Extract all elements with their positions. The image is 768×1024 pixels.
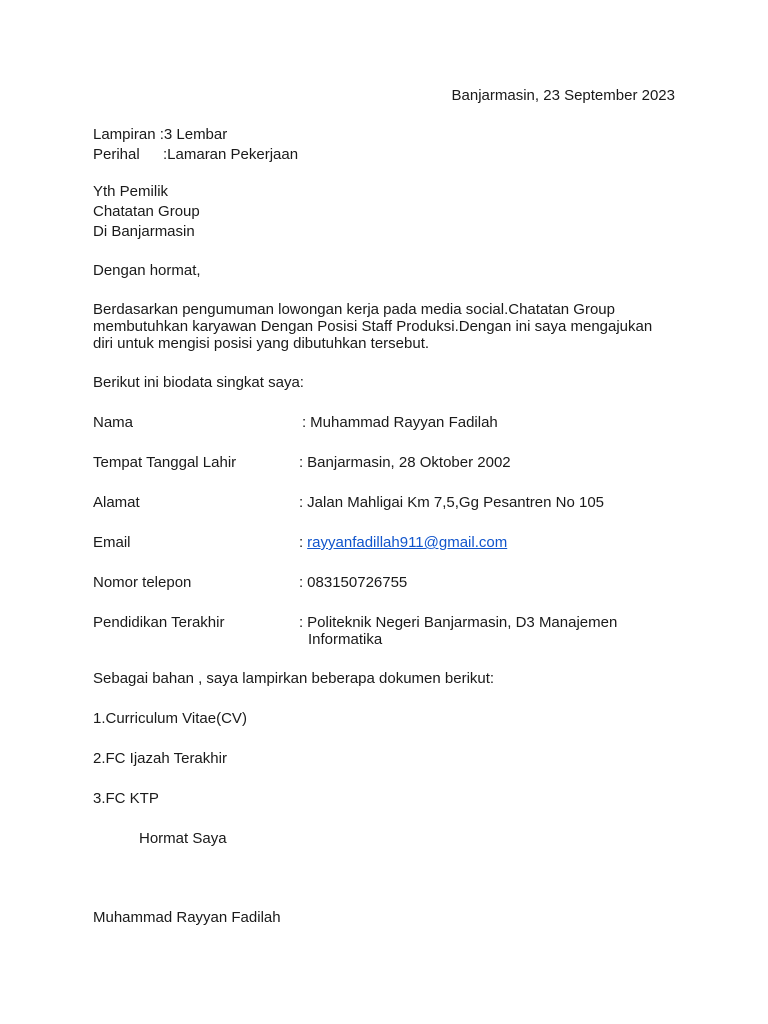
biodata-label: Nomor telepon — [93, 574, 192, 591]
recipient-line: Chatatan Group — [93, 203, 200, 220]
paragraph-line: Berdasarkan pengumuman lowongan kerja pada media social.Chatatan Group — [93, 301, 615, 318]
address-value: Jalan Mahligai Km 7,5,Gg Pesantren No 105 — [307, 494, 605, 511]
biodata-label: Nama — [93, 414, 134, 431]
biodata-value — [299, 534, 659, 551]
colon: : — [299, 614, 304, 631]
biodata-row — [93, 534, 693, 568]
colon: : — [299, 454, 304, 471]
colon: : — [299, 574, 304, 591]
biodata-value — [299, 454, 659, 471]
greeting: Dengan hormat, — [93, 262, 201, 279]
perihal-value: :Lamaran Pekerjaan — [163, 146, 299, 163]
colon: : — [299, 534, 304, 551]
education-value: Politeknik Negeri Banjarmasin, D3 Manajemen — [307, 614, 618, 631]
paragraph-line: membutuhkan karyawan Dengan Posisi Staff Produksi.Dengan ini saya mengajukan — [93, 318, 653, 335]
opening-paragraph — [93, 301, 683, 352]
birth-value: Banjarmasin, 28 Oktober 2002 — [307, 454, 511, 471]
attachment-item: 1.Curriculum Vitae(CV) — [93, 710, 247, 727]
phone-value: 083150726755 — [307, 574, 408, 591]
biodata-label: Pendidikan Terakhir — [93, 614, 225, 631]
biodata-value — [302, 414, 662, 431]
biodata-label: Alamat — [93, 494, 140, 511]
biodata-value — [299, 614, 659, 648]
biodata-value — [299, 494, 659, 511]
biodata-row — [93, 574, 693, 608]
biodata-intro: Berikut ini biodata singkat saya: — [93, 374, 304, 391]
attachment-item: 2.FC Ijazah Terakhir — [93, 750, 227, 767]
education-value-line2: Informatika — [308, 631, 383, 648]
attachments-intro: Sebagai bahan , saya lampirkan beberapa dokumen berikut: — [93, 670, 495, 687]
email-link[interactable]: rayyanfadillah911@gmail.com — [307, 534, 508, 551]
perihal-line — [93, 146, 298, 163]
perihal-label: Perihal — [93, 146, 140, 163]
colon: : — [302, 414, 307, 431]
colon: : — [299, 494, 304, 511]
name-value: Muhammad Rayyan Fadilah — [310, 414, 498, 431]
biodata-row — [93, 414, 693, 448]
recipient-line: Yth Pemilik — [93, 183, 169, 200]
biodata-row — [93, 454, 693, 488]
place-date: Banjarmasin, 23 September 2023 — [451, 87, 675, 104]
biodata-row — [93, 494, 693, 528]
biodata-label: Tempat Tanggal Lahir — [93, 454, 237, 471]
signature-name: Muhammad Rayyan Fadilah — [93, 909, 281, 926]
recipient-line: Di Banjarmasin — [93, 223, 195, 240]
closing: Hormat Saya — [139, 830, 227, 847]
biodata-value — [299, 574, 659, 591]
biodata-label: Email — [93, 534, 131, 551]
biodata-row — [93, 614, 693, 648]
attachment-item: 3.FC KTP — [93, 790, 159, 807]
lampiran-line: Lampiran :3 Lembar — [93, 126, 228, 143]
paragraph-line: diri untuk mengisi posisi yang dibutuhkan tersebut. — [93, 335, 430, 352]
